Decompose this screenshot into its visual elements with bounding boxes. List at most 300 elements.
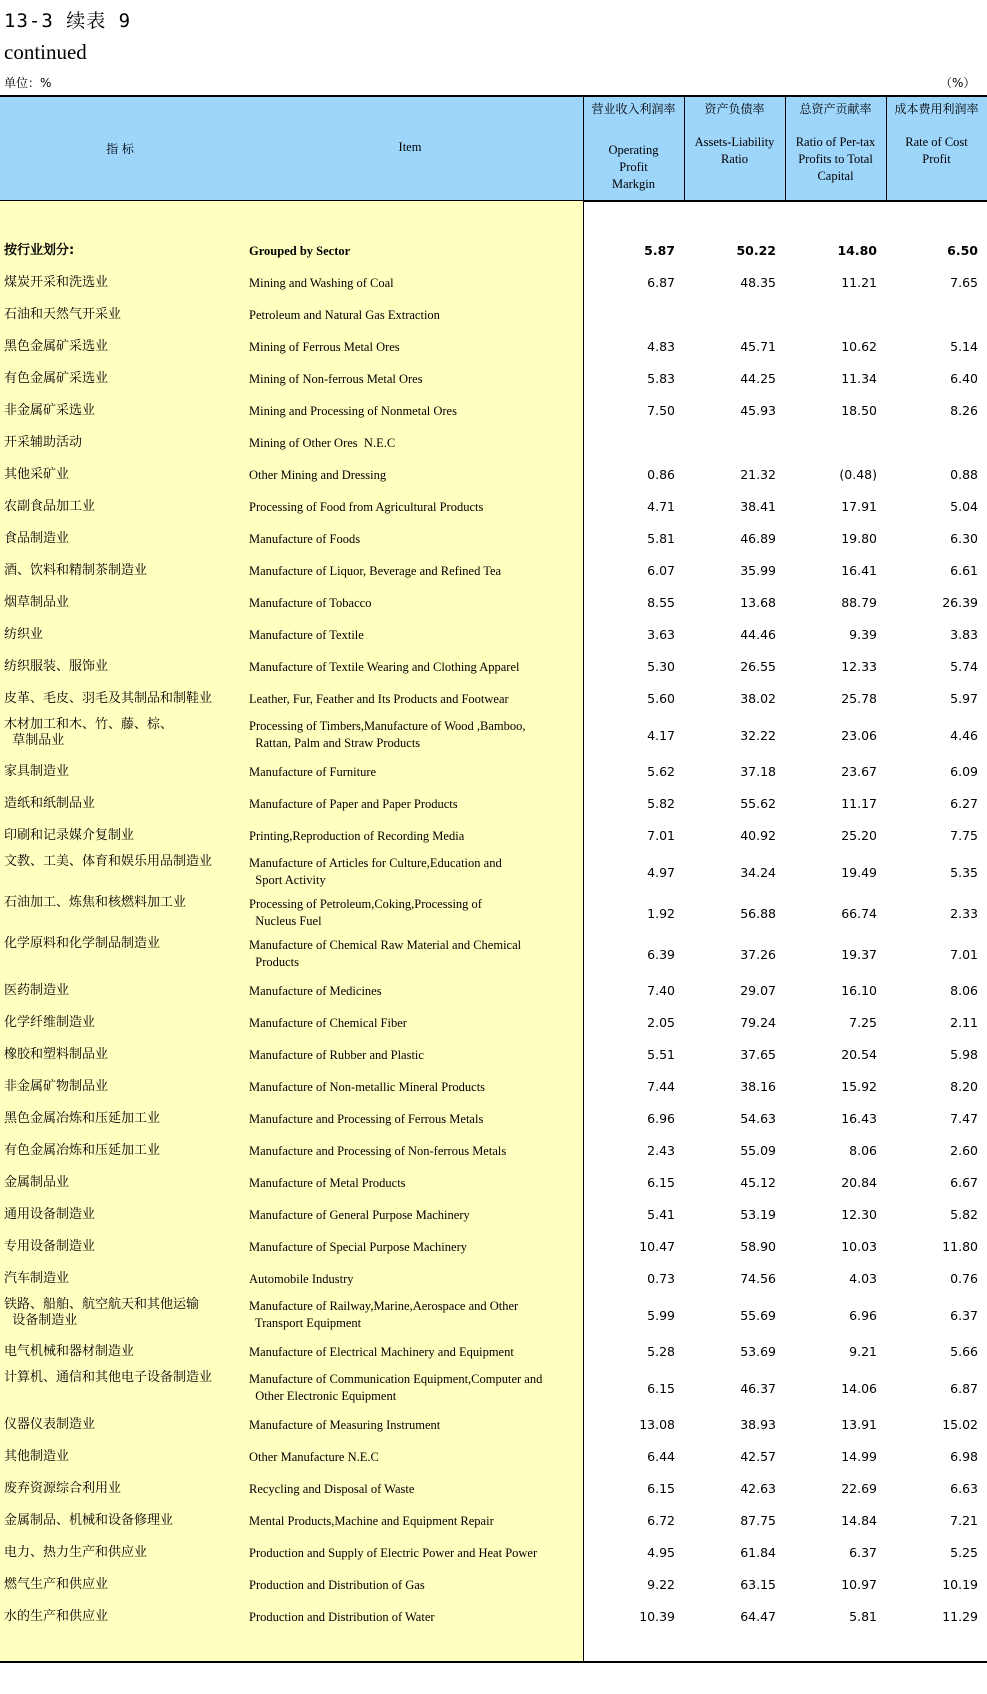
row-label-en: Manufacture of Liquor, Beverage and Refined Tea: [249, 563, 502, 578]
row-value-col3: 19.37: [841, 946, 877, 962]
row-value-col2: 55.69: [740, 1307, 776, 1323]
row-label-cn: 燃气生产和供应业: [4, 1577, 109, 1592]
row-label-en: Other Mining and Dressing: [249, 467, 387, 482]
row-value-col4: 7.75: [950, 828, 978, 843]
row-value-col1: 5.41: [647, 1207, 675, 1222]
row-label-en: Manufacture of General Purpose Machinery: [249, 1207, 470, 1222]
table-row: [0, 1263, 987, 1295]
unit-label-right: （%）: [940, 76, 976, 90]
row-value-col4: 5.25: [950, 1545, 978, 1560]
table-row: [0, 363, 987, 395]
row-value-col2: 38.02: [740, 691, 776, 706]
row-label-cn: 食品制造业: [4, 531, 70, 546]
row-value-col1: 13.08: [639, 1417, 675, 1432]
row-label-cn: 印刷和记录媒介复制业: [4, 828, 135, 843]
row-label-cn: 非金属矿采选业: [4, 403, 96, 418]
row-value-col2: 48.35: [740, 275, 776, 290]
row-value-col4: 8.06: [950, 983, 978, 998]
row-value-col1: 4.95: [647, 1545, 675, 1560]
table-row: [0, 523, 987, 555]
row-value-col3: 16.41: [841, 563, 877, 578]
row-value-col1: 6.72: [647, 1513, 675, 1528]
row-label-cn: 烟草制品业: [4, 595, 70, 610]
row-value-col4: 7.01: [950, 946, 978, 962]
row-value-col1: 6.96: [647, 1111, 675, 1126]
row-value-col4: 4.46: [950, 727, 978, 743]
row-value-col2: 63.15: [740, 1577, 776, 1592]
table-row: [0, 1295, 987, 1336]
table-row: [0, 235, 987, 267]
row-value-col1: 10.39: [639, 1609, 675, 1624]
row-value-col1: 6.15: [647, 1481, 675, 1496]
row-value-col3: 14.06: [841, 1380, 877, 1396]
row-label-cn: 皮革、毛皮、羽毛及其制品和制鞋业: [4, 691, 213, 706]
row-value-col3: 14.99: [841, 1449, 877, 1464]
table-row: [0, 1569, 987, 1601]
row-label-en: Manufacture of Furniture: [249, 764, 377, 779]
row-value-col3: 19.49: [841, 864, 877, 880]
table-row: [0, 934, 987, 975]
row-value-col3: 23.06: [841, 727, 877, 743]
row-value-col2: 37.26: [740, 946, 776, 962]
header-col1-en: Operating Profit Markgin: [608, 143, 659, 191]
row-label-cn: 家具制造业: [4, 764, 70, 779]
unit-label-left: 单位：%: [4, 76, 52, 90]
row-value-col4: 5.97: [950, 691, 978, 706]
row-label-cn: 木材加工和木、竹、藤、棕、 草制品业: [4, 717, 174, 748]
table-row: [0, 555, 987, 587]
row-value-col4: 7.47: [950, 1111, 978, 1126]
table-row: [0, 1336, 987, 1368]
table-row: [0, 1505, 987, 1537]
row-label-en: Leather, Fur, Feather and Its Products and Footwear: [249, 691, 509, 706]
row-value-col1: 5.28: [647, 1344, 675, 1359]
row-value-col1: 6.07: [647, 563, 675, 578]
row-label-en: Other Manufacture N.E.C: [249, 1449, 379, 1464]
row-value-col2: 56.88: [740, 905, 776, 921]
row-value-col4: 6.63: [950, 1481, 978, 1496]
row-value-col4: 7.65: [950, 275, 978, 290]
row-value-col4: 6.09: [950, 764, 978, 779]
row-value-col4: 11.29: [942, 1609, 978, 1624]
row-label-cn: 黑色金属矿采选业: [4, 339, 109, 354]
row-label-en: Manufacture of Textile Wearing and Clothing Apparel: [249, 659, 520, 674]
row-label-cn: 石油和天然气开采业: [4, 307, 122, 322]
row-value-col4: 6.67: [950, 1175, 978, 1190]
row-value-col4: 6.40: [950, 371, 978, 386]
table-subtitle: continued: [4, 40, 87, 64]
row-value-col1: 4.17: [647, 727, 675, 743]
row-label-en: Mining of Other Ores N.E.C: [249, 435, 396, 450]
row-value-col2: 79.24: [740, 1015, 776, 1030]
row-value-col4: 5.98: [950, 1047, 978, 1062]
row-value-col2: 46.37: [740, 1380, 776, 1396]
table-row: [0, 756, 987, 788]
row-label-en: Mining of Ferrous Metal Ores: [249, 339, 400, 354]
row-value-col4: 5.14: [950, 339, 978, 354]
row-label-en: Manufacture of Medicines: [249, 983, 382, 998]
row-value-col1: 8.55: [647, 595, 675, 610]
row-value-col2: 55.09: [740, 1143, 776, 1158]
row-value-col1: 6.15: [647, 1175, 675, 1190]
table-row: [0, 788, 987, 820]
row-value-col4: 6.98: [950, 1449, 978, 1464]
row-value-col3: 5.81: [849, 1609, 877, 1624]
table-row: [0, 395, 987, 427]
row-value-col4: 6.37: [950, 1307, 978, 1323]
table-row: [0, 1135, 987, 1167]
row-value-col1: 5.83: [647, 371, 675, 386]
row-value-col4: 8.20: [950, 1079, 978, 1094]
row-value-col3: 10.97: [841, 1577, 877, 1592]
row-label-en: Petroleum and Natural Gas Extraction: [249, 307, 440, 322]
row-value-col2: 46.89: [740, 531, 776, 546]
row-value-col4: 6.27: [950, 796, 978, 811]
row-label-en: Manufacture of Non-metallic Mineral Products: [249, 1079, 486, 1094]
row-value-col3: 8.06: [849, 1143, 877, 1158]
row-value-col2: 74.56: [740, 1271, 776, 1286]
header-col2-cn: 资产负债率: [704, 102, 765, 116]
row-value-col1: 2.43: [647, 1143, 675, 1158]
row-value-col3: 14.80: [837, 243, 877, 258]
row-value-col3: (0.48): [839, 467, 877, 482]
row-value-col2: 45.93: [740, 403, 776, 418]
row-label-en: Mining and Washing of Coal: [249, 275, 394, 290]
row-value-col1: 5.99: [647, 1307, 675, 1323]
row-label-cn: 汽车制造业: [4, 1271, 70, 1286]
row-value-col3: 11.17: [841, 796, 877, 811]
row-value-col3: 18.50: [841, 403, 877, 418]
row-value-col3: 6.96: [849, 1307, 877, 1323]
row-value-col2: 42.63: [740, 1481, 776, 1496]
row-label-cn: 化学原料和化学制品制造业: [4, 936, 161, 951]
row-value-col1: 10.47: [639, 1239, 675, 1254]
row-value-col4: 3.83: [950, 627, 978, 642]
table-row: [0, 1441, 987, 1473]
table-row: [0, 459, 987, 491]
row-value-col1: 4.71: [647, 499, 675, 514]
row-value-col1: 5.82: [647, 796, 675, 811]
row-value-col2: 37.65: [740, 1047, 776, 1062]
row-label-cn: 其他采矿业: [4, 467, 70, 482]
table-row: [0, 267, 987, 299]
row-value-col3: 11.21: [841, 275, 877, 290]
table-row: [0, 299, 987, 331]
row-value-col1: 7.01: [647, 828, 675, 843]
row-value-col4: 6.30: [950, 531, 978, 546]
row-label-en: Manufacture of Communication Equipment,Computer and Other Electronic Equipment: [249, 1372, 543, 1403]
header-indicator: 指 标: [106, 142, 134, 156]
row-label-cn: 其他制造业: [4, 1449, 70, 1464]
row-label-en: Manufacture of Measuring Instrument: [249, 1417, 441, 1432]
row-value-col1: 6.39: [647, 946, 675, 962]
row-value-col3: 23.67: [841, 764, 877, 779]
row-value-col3: 11.34: [841, 371, 877, 386]
row-label-cn: 仪器仪表制造业: [4, 1417, 96, 1432]
table-row: [0, 491, 987, 523]
row-label-en: Processing of Petroleum,Coking,Processing of Nucleus Fuel: [249, 897, 482, 928]
row-value-col2: 13.68: [740, 595, 776, 610]
table-row: [0, 975, 987, 1007]
row-value-col2: 29.07: [740, 983, 776, 998]
row-label-en: Manufacture of Chemical Fiber: [249, 1015, 407, 1030]
row-value-col3: 16.10: [841, 983, 877, 998]
row-value-col3: 10.62: [841, 339, 877, 354]
row-value-col2: 45.12: [740, 1175, 776, 1190]
row-value-col2: 64.47: [740, 1609, 776, 1624]
row-value-col1: 1.92: [647, 905, 675, 921]
table-row: [0, 427, 987, 459]
row-value-col1: 5.81: [647, 531, 675, 546]
row-value-col3: 25.20: [841, 828, 877, 843]
row-label-cn: 电气机械和器材制造业: [4, 1344, 135, 1359]
table-row: [0, 1409, 987, 1441]
row-label-cn: 橡胶和塑料制品业: [4, 1047, 109, 1062]
row-label-en: Mining and Processing of Nonmetal Ores: [249, 403, 457, 418]
row-value-col4: 5.82: [950, 1207, 978, 1222]
row-value-col4: 11.80: [942, 1239, 978, 1254]
row-label-en: Printing,Reproduction of Recording Media: [249, 828, 465, 843]
row-label-en: Manufacture of Textile: [249, 627, 364, 642]
row-label-en: Grouped by Sector: [249, 243, 351, 258]
table-row: [0, 715, 987, 756]
row-value-col2: 44.46: [740, 627, 776, 642]
row-value-col4: 5.66: [950, 1344, 978, 1359]
row-value-col4: 6.87: [950, 1380, 978, 1396]
table-row: [0, 893, 987, 934]
row-value-col3: 15.92: [841, 1079, 877, 1094]
row-label-en: Manufacture of Chemical Raw Material and Chemical Products: [249, 938, 522, 969]
row-value-col2: 26.55: [740, 659, 776, 674]
row-label-cn: 电力、热力生产和供应业: [4, 1545, 148, 1560]
row-value-col4: 5.35: [950, 864, 978, 880]
row-label-cn: 通用设备制造业: [4, 1207, 96, 1222]
header-col4-en: Rate of Cost Profit: [905, 135, 968, 166]
table-row: [0, 852, 987, 893]
row-label-en: Manufacture of Foods: [249, 531, 361, 546]
table-bottom-rule: [0, 1661, 987, 1663]
row-value-col2: 45.71: [740, 339, 776, 354]
row-value-col1: 3.63: [647, 627, 675, 642]
row-label-en: Production and Distribution of Water: [249, 1609, 435, 1624]
table-row: [0, 1473, 987, 1505]
row-label-en: Manufacture of Rubber and Plastic: [249, 1047, 424, 1062]
row-value-col2: 32.22: [740, 727, 776, 743]
row-value-col2: 55.62: [740, 796, 776, 811]
table-row: [0, 1537, 987, 1569]
row-value-col4: 6.50: [947, 243, 978, 258]
row-label-en: Processing of Timbers,Manufacture of Wood ,Bamboo, Rattan, Palm and Straw Products: [249, 719, 526, 750]
row-value-col2: 42.57: [740, 1449, 776, 1464]
row-label-cn: 非金属矿物制品业: [4, 1079, 109, 1094]
row-value-col3: 20.54: [841, 1047, 877, 1062]
header-top-rule: [0, 95, 987, 97]
row-value-col1: 7.44: [647, 1079, 675, 1094]
row-label-en: Mining of Non-ferrous Metal Ores: [249, 371, 423, 386]
row-value-col4: 15.02: [942, 1417, 978, 1432]
row-value-col2: 61.84: [740, 1545, 776, 1560]
row-value-col2: 40.92: [740, 828, 776, 843]
row-label-cn: 黑色金属冶炼和压延加工业: [4, 1111, 161, 1126]
row-value-col1: 2.05: [647, 1015, 675, 1030]
row-label-en: Manufacture of Special Purpose Machinery: [249, 1239, 467, 1254]
row-value-col2: 21.32: [740, 467, 776, 482]
row-label-en: Production and Supply of Electric Power and Heat Power: [249, 1545, 538, 1560]
row-value-col3: 88.79: [841, 595, 877, 610]
row-value-col4: 26.39: [942, 595, 978, 610]
row-value-col3: 13.91: [841, 1417, 877, 1432]
row-value-col3: 10.03: [841, 1239, 877, 1254]
row-label-en: Manufacture of Electrical Machinery and Equipment: [249, 1344, 514, 1359]
table-row: [0, 587, 987, 619]
row-value-col2: 87.75: [740, 1513, 776, 1528]
row-value-col3: 19.80: [841, 531, 877, 546]
table-row: [0, 651, 987, 683]
row-label-cn: 医药制造业: [4, 983, 70, 998]
table-row: [0, 1601, 987, 1633]
row-value-col3: 6.37: [849, 1545, 877, 1560]
row-value-col3: 4.03: [849, 1271, 877, 1286]
row-value-col2: 58.90: [740, 1239, 776, 1254]
row-label-cn: 化学纤维制造业: [4, 1015, 96, 1030]
row-label-cn: 开采辅助活动: [4, 435, 83, 450]
row-value-col1: 9.22: [647, 1577, 675, 1592]
table-title: 13-3 续表 9: [4, 10, 132, 32]
table-row: [0, 1007, 987, 1039]
row-label-en: Manufacture and Processing of Ferrous Metals: [249, 1111, 484, 1126]
row-label-en: Manufacture of Tobacco: [249, 595, 372, 610]
row-value-col3: 9.21: [849, 1344, 877, 1359]
row-value-col4: 2.11: [950, 1015, 978, 1030]
table-row: [0, 331, 987, 363]
row-label-en: Production and Distribution of Gas: [249, 1577, 425, 1592]
table-row: [0, 1199, 987, 1231]
row-value-col2: 53.19: [740, 1207, 776, 1222]
row-label-cn: 石油加工、炼焦和核燃料加工业: [4, 895, 187, 910]
row-label-en: Mental Products,Machine and Equipment Repair: [249, 1513, 494, 1528]
row-value-col4: 5.74: [950, 659, 978, 674]
row-value-col4: 5.04: [950, 499, 978, 514]
table-row: [0, 683, 987, 715]
row-value-col1: 5.62: [647, 764, 675, 779]
row-value-col4: 7.21: [950, 1513, 978, 1528]
row-value-col4: 8.26: [950, 403, 978, 418]
row-label-cn: 文教、工美、体育和娱乐用品制造业: [4, 854, 213, 869]
row-value-col2: 34.24: [740, 864, 776, 880]
row-value-col1: 7.50: [647, 403, 675, 418]
row-value-col1: 5.30: [647, 659, 675, 674]
row-value-col2: 53.69: [740, 1344, 776, 1359]
row-label-cn: 废弃资源综合利用业: [4, 1481, 122, 1496]
row-value-col2: 38.16: [740, 1079, 776, 1094]
row-label-cn: 有色金属矿采选业: [4, 371, 109, 386]
row-value-col1: 6.15: [647, 1380, 675, 1396]
table-row: [0, 619, 987, 651]
row-value-col1: 4.83: [647, 339, 675, 354]
row-value-col3: 17.91: [841, 499, 877, 514]
row-label-cn: 专用设备制造业: [4, 1239, 96, 1254]
row-value-col2: 38.93: [740, 1417, 776, 1432]
table-row: [0, 1231, 987, 1263]
row-label-en: Processing of Food from Agricultural Products: [249, 499, 484, 514]
row-value-col2: 50.22: [736, 243, 776, 258]
table-row: [0, 820, 987, 852]
row-value-col3: 20.84: [841, 1175, 877, 1190]
header-col1-cn: 营业收入利润率: [591, 102, 676, 116]
row-label-cn: 有色金属冶炼和压延加工业: [4, 1143, 161, 1158]
row-value-col3: 12.30: [841, 1207, 877, 1222]
row-value-col4: 2.33: [950, 905, 978, 921]
row-value-col3: 12.33: [841, 659, 877, 674]
row-value-col2: 35.99: [740, 563, 776, 578]
row-value-col3: 66.74: [841, 905, 877, 921]
row-value-col1: 7.40: [647, 983, 675, 998]
row-value-col1: 6.87: [647, 275, 675, 290]
row-label-cn: 造纸和纸制品业: [4, 796, 96, 811]
table-row: [0, 1167, 987, 1199]
row-label-cn: 金属制品、机械和设备修理业: [4, 1513, 174, 1528]
header-item: Item: [398, 140, 422, 154]
row-value-col3: 16.43: [841, 1111, 877, 1126]
row-label-cn: 农副食品加工业: [4, 499, 96, 514]
row-value-col3: 22.69: [841, 1481, 877, 1496]
row-label-cn: 水的生产和供应业: [4, 1609, 109, 1624]
row-value-col2: 38.41: [740, 499, 776, 514]
header-col4-cn: 成本费用利润率: [894, 102, 979, 116]
row-label-cn: 按行业划分:: [4, 243, 75, 258]
row-label-cn: 铁路、船舶、航空航天和其他运输 设备制造业: [4, 1297, 200, 1328]
row-label-en: Manufacture of Paper and Paper Products: [249, 796, 458, 811]
row-value-col1: 5.87: [644, 243, 675, 258]
row-value-col3: 7.25: [849, 1015, 877, 1030]
row-value-col2: 44.25: [740, 371, 776, 386]
row-label-cn: 纺织服装、服饰业: [4, 659, 109, 674]
row-value-col1: 5.60: [647, 691, 675, 706]
header-col3-cn: 总资产贡献率: [799, 102, 872, 116]
row-label-en: Manufacture of Railway,Marine,Aerospace and Other Transport Equipment: [249, 1299, 519, 1330]
row-label-cn: 金属制品业: [4, 1175, 70, 1190]
row-label-cn: 煤炭开采和洗选业: [4, 275, 109, 290]
row-value-col4: 10.19: [942, 1577, 978, 1592]
row-value-col4: 6.61: [950, 563, 978, 578]
row-value-col3: 14.84: [841, 1513, 877, 1528]
row-label-en: Manufacture of Metal Products: [249, 1175, 406, 1190]
row-label-en: Recycling and Disposal of Waste: [249, 1481, 415, 1496]
table-row: [0, 1071, 987, 1103]
table-row: [0, 1039, 987, 1071]
table-row: [0, 1103, 987, 1135]
row-value-col1: 0.86: [647, 467, 675, 482]
row-label-cn: 纺织业: [4, 627, 44, 642]
row-value-col4: 2.60: [950, 1143, 978, 1158]
row-value-col3: 9.39: [849, 627, 877, 642]
row-label-cn: 计算机、通信和其他电子设备制造业: [4, 1370, 213, 1385]
header-col3-en: Ratio of Per-tax Profits to Total Capital: [795, 135, 876, 183]
row-value-col3: 25.78: [841, 691, 877, 706]
table-row: [0, 1368, 987, 1409]
row-value-col2: 37.18: [740, 764, 776, 779]
row-label-en: Automobile Industry: [249, 1271, 354, 1286]
row-value-col1: 5.51: [647, 1047, 675, 1062]
header-col2-en: Assets-Liability Ratio: [694, 135, 775, 166]
row-value-col1: 4.97: [647, 864, 675, 880]
row-label-cn: 酒、饮料和精制茶制造业: [4, 563, 148, 578]
row-label-en: Manufacture and Processing of Non-ferrous Metals: [249, 1143, 507, 1158]
row-value-col4: 0.88: [950, 467, 978, 482]
row-value-col1: 0.73: [647, 1271, 675, 1286]
row-value-col4: 0.76: [950, 1271, 978, 1286]
row-value-col2: 54.63: [740, 1111, 776, 1126]
